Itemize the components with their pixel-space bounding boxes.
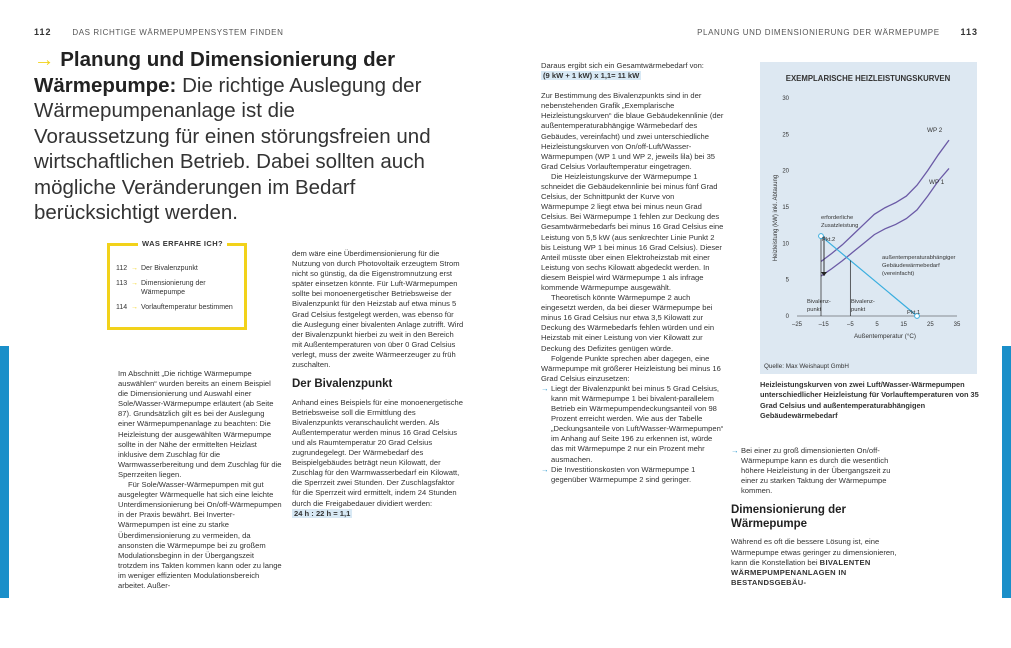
bivalence-label: Bivalenz-: [807, 299, 831, 305]
paragraph: Während es oft die bessere Lösung ist, eine Wärmepumpe etwas geringer zu dimensionieren, kann die Konstellation bei: [731, 537, 897, 567]
chapter-tab-right: [1002, 346, 1011, 598]
bullet-item: [731, 446, 903, 496]
chart-title: EXEMPLARISCHE HEIZLEISTUNGSKURVEN: [785, 74, 951, 83]
bivalence-label: Bivalenz-: [851, 299, 875, 305]
formula-highlight: 24 h : 22 h = 1,1: [294, 508, 351, 518]
list-item-page: 113: [116, 280, 128, 287]
y-axis-label: Heizleistung (kW) inkl. Abtauung: [773, 174, 779, 262]
intro-arrow-icon: →: [34, 48, 55, 71]
paragraph: Anhand eines Beispiels für eine monoenergetische Betriebsweise soll die Ermittlung des Bivalenzpunkts veranschaulicht werden. Als Außentemperatur werden minus 16 Grad Celsius und als Raumtemperatur 20 Grad Celsius zugrundegelegt. Der Wärmebedarf des Beispielgebäudes beträgt neun Kilowatt, der Zuschlag für den Warmwasserbedarf ein Kilowatt, die Sperrzeit zwei Stunden. Der Zuschlagsfaktor für die Sperrzeit wird ermittelt, indem 24 Stunden durch die Freigabedauer dividiert werden:: [292, 397, 463, 508]
arrow-icon: →: [131, 280, 138, 287]
extra-heat-label: erforderliche: [821, 215, 854, 221]
section-heading: Der Bivalenzpunkt: [292, 378, 393, 391]
building-label: Gebäudewärmebedarf: [882, 263, 940, 269]
list-item-label: Vorlauftemperatur bestimmen: [141, 304, 233, 311]
running-head-left: [34, 27, 283, 37]
section-heading: Dimensionierung der Wärmepumpe: [731, 504, 847, 530]
series-label-wp1: WP 1: [929, 179, 945, 186]
list-item: [116, 303, 244, 312]
paragraph: Zur Bestimmung des Bivalenzpunkts sind in der nebenstehenden Grafik „Exemplarische Heizleistungskurven“ die blaue Gebäudekennlinie (der außentemperaturabhängige Wärmebedarf des Gebäudes, vereinfacht) und zwei unterschiedliche Heizleistungskurven von On/off-Luft/Wasser-Wärmepumpen (WP 1 und WP 2, jeweils lila) bei 35 Grad Celsius Vorlauftemperatur eingetragen.: [541, 91, 724, 171]
running-head-right: [697, 27, 978, 37]
series-line-1: [821, 140, 949, 261]
bullet-text: Bei einer zu groß dimensionierten On/off-Wärmepumpe kann es durch die wesentlich höhere Heizleistung in der Übergangszeit zu einer zu starken Taktung der Wärmepumpe kommen.: [741, 446, 891, 496]
arrow-icon: →: [131, 304, 138, 311]
info-box-list: [116, 264, 244, 312]
x-tick-label: –5: [846, 322, 854, 328]
x-tick-label: 15: [900, 322, 908, 328]
intro-text: [34, 47, 434, 226]
bullet-text: Liegt der Bivalenzpunkt bei minus 5 Grad Celsius, kann mit Wärmepumpe 1 bei bivalent-parallelem Betrieb ein Wärmepumpendeckungsanteil von 98 Prozent erreicht werden. Wie aus der Tabelle „Deckungsanteile von Luft/Wasser-Wärmepumpen“ im Anhang auf Seite 196 zu erkennen ist, würde das mit Wärmepumpe 2 nur ein Prozent mehr ausmachen.: [551, 383, 724, 464]
list-item-page: 114: [116, 304, 128, 311]
body-column-2: [292, 249, 464, 519]
bullet-item: [541, 465, 724, 485]
y-tick-label: 5: [785, 277, 789, 284]
chapter-title-right: PLANUNG UND DIMENSIONIERUNG DER WÄRMEPUMPE: [697, 28, 940, 37]
list-item: [116, 264, 244, 273]
intro-lead: Planung und Dimensionierung der Wärmepumpe:: [34, 48, 396, 97]
paragraph: Für Sole/Wasser-Wärmepumpen mit gut ausgelegter Wärmequelle hat sich eine leichte Unterdimensionierung bei On/off-Wärmepumpen in der Praxis bewährt. Bei Inverter-Wärmepumpen ist eine zu starke Überdimensionierung zu vermeiden, da ansonsten die Wärmepumpe bei zu großem Modulationsbeginn in der Übergangszeit trotzdem ins Takten kommen kann oder zu lange im weniger effizienten Modulationsbereich arbeitet. Außer-: [118, 480, 282, 590]
y-tick-label: 25: [782, 132, 789, 139]
paragraph: Daraus ergibt sich ein Gesamtwärmebedarf von:: [541, 61, 704, 70]
paragraph-caps: BIVALENTEN WÄRMEPUMPENANLAGEN IN BESTANDSGEBÄU-: [731, 557, 871, 587]
y-tick-label: 20: [782, 168, 789, 175]
paragraph: Theoretisch könnte Wärmepumpe 2 auch eingesetzt werden, da bei dieser Wärmepumpe bei minus 16 Grad Celsius nur etwa 3,5 Kilowatt zur Deckung des Wärmebedarfs fehlen würden und ein Heizstab mit einer Leistung von vier Kilowatt zur Deckung des Defizites genügen würde.: [541, 293, 715, 353]
list-item-label: Der Bivalenzpunkt: [141, 265, 198, 272]
info-box: [107, 239, 247, 330]
page-number-left: 112: [34, 27, 52, 37]
x-axis-label: Außentemperatur (°C): [853, 333, 917, 340]
list-item-page: 112: [116, 265, 128, 272]
x-tick-label: –15: [818, 322, 829, 328]
arrow-icon: →: [131, 265, 138, 272]
chart-panel: [760, 62, 977, 374]
building-label: (vereinfacht): [882, 271, 915, 277]
chapter-tab-left: [0, 346, 9, 598]
y-tick-label: 10: [782, 241, 789, 248]
pkt2-label: Pkt.2: [822, 237, 836, 243]
y-tick-label: 0: [785, 314, 789, 320]
paragraph: Folgende Punkte sprechen aber dagegen, eine Wärmepumpe mit größerer Heizleistung bei minus 16 Grad Celsius einzusetzen:: [541, 353, 721, 383]
paragraph: dem wäre eine Überdimensionierung für die Nutzung von durch Photovoltaik erzeugtem Strom nicht so günstig, da die Eigenstromnutzung erst später einsetzen könnte. Für Luft-Wärmepumpen sollte bei monoenergetischer Betriebsweise der Bivalenzpunkt für den Heizstab auf etwa minus 5 Grad Celsius festgelegt werden, was ebenso für die Auslegung einer bivalenten Anlage zutrifft. Wird der Bivalenzpunkt hierbei zu weit in den Bereich mit Außentemperaturen von über 0 Grad Celsius verlegt, muss der zweite Wärmeerzeuger zu früh zuschalten.: [292, 249, 464, 370]
arrow-icon: →: [731, 446, 739, 455]
intro-body: Die richtige Auslegung der Wärmepumpenanlage ist die Voraussetzung für einen störungsfreien und wirtschaftlichen Betrieb. Dabei sollten auch mögliche Veränderungen im Bedarf berücksichtigt werden.: [34, 73, 431, 224]
series-label-wp2: WP 2: [927, 127, 943, 134]
bivalence-label: punkt: [851, 307, 866, 313]
y-tick-label: 30: [782, 96, 789, 102]
paragraph: Die Heizleistungskurve der Wärmepumpe 1 schneidet die Gebäudekennlinie bei minus fünf Grad Celsius, der Schnittpunkt der Kurve von Wärmepumpe 2 liegt etwa bei minus neun Grad Celsius. Bei Wärmepumpe 1 fehlen zur Deckung des Gesamtwärmebedarfs bei minus 16 Grad Celsius eine Leistung von 5,5 kW (aus senkrechter Linie Punkt 2 bis Leistung WP 1 bei minus 16 Grad Celsius). Dieser Anteil müsste über einen Elektroheizstab mit einer Leistung von sechs Kilowatt abgedeckt werden. In diesem Beispiel wird Wärmepumpe 1 als infrage kommende Wärmepumpe ausgewählt.: [541, 171, 724, 292]
x-tick-label: 35: [953, 322, 961, 328]
bullet-item: [541, 384, 724, 465]
x-tick-label: 25: [926, 322, 934, 328]
formula-highlight: (9 kW + 1 kW) x 1,1= 11 kW: [543, 71, 640, 81]
page-number-right: 113: [960, 27, 978, 37]
bivalence-label: punkt: [807, 307, 822, 313]
body-column-1: [118, 369, 283, 591]
x-tick-label: –25: [791, 322, 803, 328]
list-item-label: Dimensionierung der Wärmepumpe: [141, 280, 206, 296]
building-label: außentemperaturabhängiger: [882, 255, 956, 261]
arrow-icon: →: [541, 464, 549, 474]
bullet-text: Die Investitionskosten von Wärmepumpe 1 gegenüber Wärmepumpe 2 sind geringer.: [551, 464, 696, 484]
heating-curves-chart: [760, 62, 977, 374]
chapter-title-left: DAS RICHTIGE WÄRMEPUMPENSYSTEM FINDEN: [72, 28, 284, 37]
body-column-4: [731, 446, 903, 588]
info-box-title: WAS ERFAHRE ICH?: [138, 239, 227, 248]
extra-heat-label: Zusatzleistung: [821, 223, 859, 229]
figure-caption: Heizleistungskurven von zwei Luft/Wasser-Wärmepumpen unterschiedlicher Heizleistung für Vorlauftemperaturen von 35 Grad Celsius und außentemperaturabhängigen Gebäudewärmebedarf: [760, 380, 979, 420]
y-tick-label: 15: [782, 205, 789, 211]
list-item: [116, 279, 244, 297]
paragraph: Im Abschnitt „Die richtige Wärmepumpe auswählen“ wurden bereits an einem Beispiel die Dimensionierung und Auswahl einer Sole/Wasser-Wärmepumpe erläutert (ab Seite 87). Grundsätzlich gilt es bei der Auslegung einer Wärmepumpenanlage zu beachten: Die Heizleistung der ausgewählten Wärmepumpe sollte in der Nähe der ermittelten Heizlast inklusive dem Zuschlag für die Warmwasserbereitung und dem Zuschlag für die Sperrzeiten liegen.: [118, 369, 282, 479]
body-column-3: [541, 61, 724, 485]
chart-source: Quelle: Max Weishaupt GmbH: [764, 363, 849, 370]
x-tick-label: 5: [875, 322, 879, 328]
pkt1-label: Pkt.1: [907, 310, 921, 316]
arrow-icon: →: [541, 383, 549, 393]
